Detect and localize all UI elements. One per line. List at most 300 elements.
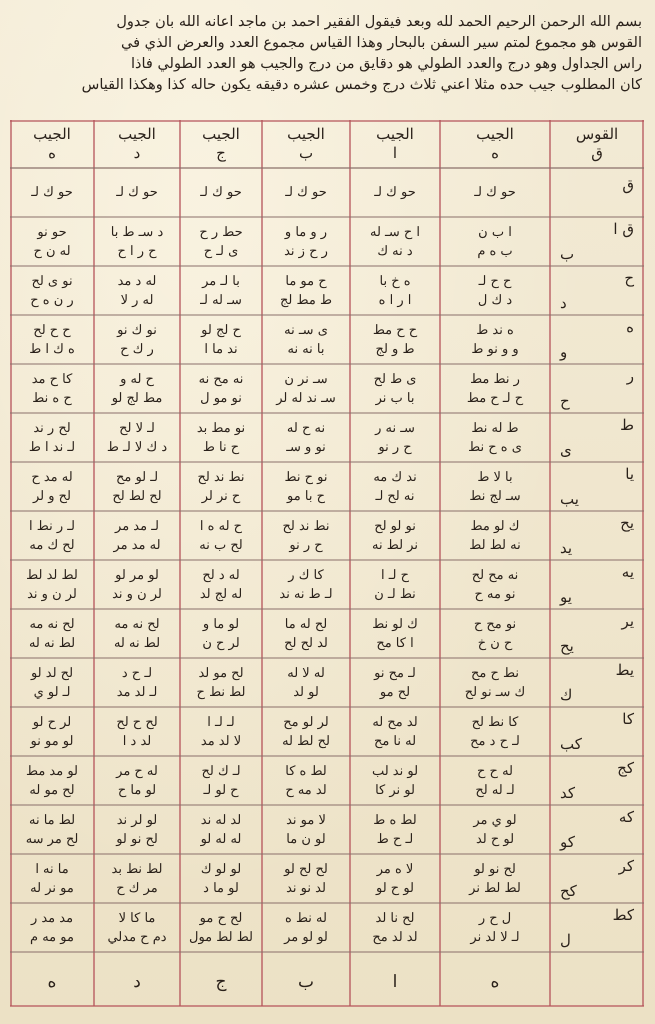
table-cell <box>350 756 440 805</box>
cell-value: ى لـ ح <box>203 243 239 259</box>
cell-value: ح با مو <box>287 488 325 504</box>
cell-value: ط له نط <box>471 420 519 436</box>
arc-value: كب <box>560 734 582 753</box>
cell-value: ر و ما و <box>284 224 328 240</box>
arc-value: كح <box>560 881 577 900</box>
cell-value: لـ مد مر <box>115 518 159 534</box>
cell-value: ا كا مح <box>376 635 414 651</box>
arc-value: كه <box>618 808 634 827</box>
arc-value: ير <box>621 612 634 631</box>
arc-cell <box>560 756 634 805</box>
table-cell <box>10 217 94 266</box>
table-cell <box>350 805 440 854</box>
cell-value: نو مه ح <box>474 586 516 602</box>
table-cell <box>94 609 180 658</box>
arc-value: يب <box>560 489 579 508</box>
arc-value: ى <box>560 440 572 459</box>
table-cell <box>262 266 350 315</box>
cell-value: لـ لد مد <box>116 684 158 700</box>
table-cell <box>94 511 180 560</box>
cell-value: نو ى لح <box>31 273 73 289</box>
cell-value: ك لو مط <box>470 518 520 534</box>
cell-value: ر ن ه ح <box>30 292 74 308</box>
table-cell <box>350 266 440 315</box>
cell-value: د نه ك <box>377 243 413 259</box>
cell-value: لح مو لد <box>198 665 244 681</box>
cell-value: لح لح لو <box>284 861 328 877</box>
cell-value: لو مر لو <box>115 567 159 583</box>
cell-value: ح لج لو <box>201 322 241 338</box>
arc-cell <box>560 364 634 413</box>
arc-cell <box>560 511 634 560</box>
arc-value: د <box>560 293 567 312</box>
cell-value: له نا مح <box>373 733 417 749</box>
table-cell <box>180 609 262 658</box>
arc-value: ق <box>622 175 634 194</box>
table-cell <box>262 413 350 462</box>
cell-value: حو ك لـ <box>285 185 327 200</box>
cell-value: لا مو ند <box>286 812 326 828</box>
cell-value: ط و لج <box>375 341 415 357</box>
cell-value: نط ح مح <box>471 665 519 681</box>
table-cell <box>440 756 550 805</box>
table-cell <box>440 315 550 364</box>
table-cell <box>180 903 262 952</box>
header-label: الجيب <box>287 125 325 143</box>
cell-value: ه ك ا ط <box>29 341 75 357</box>
cell-value: ى سـ نه <box>284 322 328 338</box>
sine-table <box>10 120 644 1010</box>
cell-value: لح ح لح <box>116 714 158 730</box>
table-cell <box>262 609 350 658</box>
cell-value: دم ح مدلي <box>107 929 167 945</box>
cell-value: نو و سـ <box>286 439 326 455</box>
cell-value: له د مد <box>117 273 157 289</box>
arc-value: كد <box>560 783 576 802</box>
table-cell <box>350 854 440 903</box>
table-cell <box>262 462 350 511</box>
cell-value: لـ لـ ا <box>207 714 235 730</box>
header-index: ه <box>48 144 56 162</box>
arc-cell <box>560 609 634 658</box>
cell-value: لح نه مه <box>114 616 160 632</box>
arc-cell <box>560 658 634 707</box>
header-index: ه <box>491 144 499 162</box>
footer-numeral: ه <box>490 972 500 992</box>
table-cell <box>440 805 550 854</box>
cell-value: ما نه ا <box>35 861 69 877</box>
arc-value: يط <box>615 661 634 680</box>
table-cell <box>440 364 550 413</box>
table-cell <box>440 854 550 903</box>
arc-value: ه <box>626 318 634 337</box>
cell-value: لو ند لب <box>371 763 419 779</box>
cell-value: لـ ر نط ا <box>29 518 76 534</box>
table-cell <box>440 266 550 315</box>
cell-value: لح لط له <box>282 733 330 749</box>
footer-numeral: ب <box>297 972 314 992</box>
arc-value: يا <box>625 465 634 484</box>
table-cell <box>180 854 262 903</box>
header-index: ب <box>298 144 314 162</box>
cell-value: نه مح نه <box>198 371 244 387</box>
table-cell <box>262 854 350 903</box>
cell-value: لـ لا لد نر <box>470 929 520 945</box>
cell-value: لو ي مر <box>473 812 517 828</box>
table-cell <box>94 266 180 315</box>
cell-value: حو نو <box>37 224 67 240</box>
cell-value: د ك لا لـ ط <box>106 439 168 455</box>
header-label: القوس <box>575 125 619 143</box>
arc-value: يو <box>560 587 572 606</box>
cell-value: ند ما ا <box>204 341 238 357</box>
table-cell <box>262 168 350 217</box>
table-cell <box>350 315 440 364</box>
cell-value: لح مو <box>379 684 411 700</box>
cell-value: سـ نه ر <box>375 420 415 436</box>
table-cell <box>350 658 440 707</box>
cell-value: له مد مر <box>113 537 161 553</box>
cell-value: ما كا لا <box>118 910 156 926</box>
table-cell <box>180 707 262 756</box>
cell-value: مد مد ر <box>30 910 74 926</box>
footer-numeral: ا <box>392 972 398 992</box>
table-cell <box>180 756 262 805</box>
intro-line: كان المطلوب جيب حده مثلا اعني ثلاث درج وخمس عشره دقيقه يكون حاله كذا وهكذا القياس <box>81 77 642 93</box>
cell-value: لـ ند ا ط <box>28 439 76 455</box>
table-cell <box>262 903 350 952</box>
cell-value: ط مط لج <box>280 292 332 308</box>
cell-value: حط ر ح <box>199 224 243 240</box>
cell-value: لط نط ح <box>196 684 246 700</box>
table-cell <box>440 903 550 952</box>
cell-value: ح لـ ا <box>380 567 410 583</box>
arc-cell <box>560 315 634 364</box>
table-cell <box>94 560 180 609</box>
cell-value: ح مو ما <box>285 273 327 289</box>
arc-value: ك <box>560 685 573 704</box>
cell-value: نو ح نط <box>284 469 328 485</box>
cell-value: له لج لد <box>199 586 243 602</box>
cell-value: ه ند ط <box>476 322 514 338</box>
cell-value: لو ما و <box>202 616 240 632</box>
cell-value: لـ لو ي <box>33 684 71 700</box>
table-cell <box>94 854 180 903</box>
cell-value: لو ن ما <box>286 831 326 847</box>
cell-value: له لا له <box>287 665 325 681</box>
cell-value: لر لو مح <box>283 714 329 730</box>
sine-column-header <box>262 120 350 168</box>
table-cell <box>440 168 550 217</box>
sine-column-header <box>440 120 550 168</box>
cell-value: لر ن و ند <box>27 586 77 602</box>
cell-value: ح ر ا ح <box>117 243 157 259</box>
cell-value: لد مه ح <box>285 782 327 798</box>
table-cell <box>262 756 350 805</box>
arc-value: كر <box>618 857 634 876</box>
header-index: ق <box>591 144 603 162</box>
table-cell <box>440 413 550 462</box>
cell-value: له د لح <box>202 567 240 583</box>
footer-numeral: ج <box>215 972 227 992</box>
cell-value: لح ب نه <box>199 537 243 553</box>
table-cell <box>180 168 262 217</box>
cell-value: له له لو <box>200 831 242 847</box>
cell-value: ح لـ ح مط <box>466 390 524 406</box>
cell-value: لد لد مح <box>372 929 418 945</box>
cell-value: ح له ه ا <box>199 518 243 534</box>
cell-value: سـ له لـ <box>200 292 242 308</box>
table-cell <box>350 903 440 952</box>
cell-value: لد د ا <box>122 733 152 749</box>
arc-cell <box>560 266 634 315</box>
header-label: الجيب <box>376 125 414 143</box>
arc-value: يه <box>621 563 634 582</box>
cell-value: د سـ ط با <box>110 224 164 240</box>
cell-value: نو مح ح <box>473 616 517 632</box>
cell-value: نو لو لح <box>374 518 416 534</box>
table-cell <box>94 462 180 511</box>
arc-cell <box>560 805 634 854</box>
cell-value: نو مو ل <box>200 390 242 406</box>
cell-value: ح نا ط <box>202 439 240 455</box>
table-cell <box>94 805 180 854</box>
table-cell <box>180 217 262 266</box>
cell-value: نه مح لح <box>471 567 519 583</box>
cell-value: لـ ح د مح <box>470 733 520 749</box>
cell-value: نط ند لح <box>282 518 330 534</box>
cell-value: لط لط مول <box>189 929 253 945</box>
cell-value: لـ ح ط <box>376 831 414 847</box>
cell-value: لح ر ند <box>33 420 71 436</box>
cell-value: له ن ح <box>33 243 71 259</box>
table-cell <box>350 609 440 658</box>
table-cell <box>10 364 94 413</box>
table-cell <box>262 707 350 756</box>
cell-value: حو ك لـ <box>31 185 73 200</box>
cell-value: ح ر نو <box>289 537 323 553</box>
cell-value: ح ح لـ <box>478 273 512 289</box>
table-cell <box>94 217 180 266</box>
cell-value: با لـ مر <box>202 273 240 289</box>
sine-column-header <box>180 120 262 168</box>
cell-value: با ب نر <box>375 390 415 406</box>
cell-value: لو ما د <box>203 880 239 896</box>
table-cell <box>180 511 262 560</box>
cell-value: ه خ با <box>379 273 411 289</box>
table-cell <box>180 413 262 462</box>
cell-value: حو ك لـ <box>200 185 242 200</box>
cell-value: لا ه مر <box>376 861 414 877</box>
table-cell <box>10 658 94 707</box>
cell-value: لـ لو مح <box>115 469 159 485</box>
table-cell <box>440 658 550 707</box>
table-cell <box>10 511 94 560</box>
arc-value: كو <box>560 832 575 851</box>
table-cell <box>440 609 550 658</box>
intro-line: القوس هو مجموع لمتم سير السفن بالبحار وهذا القياس مجموع العدد والعرض الذي في <box>121 35 642 51</box>
arc-value: كج <box>617 759 634 778</box>
cell-value: لح ح مو <box>199 910 243 926</box>
arc-cell <box>560 217 634 266</box>
table-cell <box>94 364 180 413</box>
cell-value: نه ح له <box>286 420 326 436</box>
cell-value: ح ح مط <box>372 322 418 338</box>
table-cell <box>10 266 94 315</box>
arc-value: ح <box>624 269 634 288</box>
arc-value: ق ا <box>613 220 634 239</box>
table-cell <box>262 364 350 413</box>
table-cell <box>440 560 550 609</box>
cell-value: ا ب ن <box>478 224 512 240</box>
table-cell <box>10 413 94 462</box>
table-cell <box>94 756 180 805</box>
header-label: الجيب <box>33 125 71 143</box>
cell-value: مو نر له <box>30 880 74 896</box>
cell-value: حو ك لـ <box>374 185 416 200</box>
sine-column-header <box>94 120 180 168</box>
table-cell <box>350 707 440 756</box>
cell-value: لد نو ند <box>286 880 326 896</box>
table-cell <box>10 707 94 756</box>
cell-value: سـ ند له لر <box>276 390 336 406</box>
arc-value: يح <box>560 636 574 655</box>
cell-value: لـ له لح <box>475 782 515 798</box>
cell-value: لط لد لط <box>26 567 78 583</box>
cell-value: لط ما نه <box>28 812 76 828</box>
table-cell <box>10 805 94 854</box>
cell-value: لـ مح نو <box>374 665 416 681</box>
header-label: الجيب <box>476 125 514 143</box>
table-cell <box>350 560 440 609</box>
cell-value: لـ ك لح <box>201 763 241 779</box>
cell-value: با نه نه <box>287 341 325 357</box>
arc-value: ب <box>560 244 575 263</box>
cell-value: لو لو ك <box>200 861 242 877</box>
table-cell <box>262 560 350 609</box>
cell-value: ر ك ح <box>120 341 154 357</box>
cell-value: لد له ند <box>200 812 242 828</box>
table-cell <box>94 903 180 952</box>
arc-value: ر <box>626 367 634 386</box>
cell-value: لـ ح د <box>121 665 153 681</box>
cell-value: له مد ح <box>31 469 73 485</box>
cell-value: نه لح لـ <box>375 488 415 504</box>
table-cell <box>262 805 350 854</box>
arc-value: كط <box>612 906 634 925</box>
cell-value: لط ه ط <box>373 812 417 828</box>
table-cell <box>180 658 262 707</box>
cell-value: له ح مر <box>116 763 158 779</box>
cell-value: نر لط نه <box>372 537 418 553</box>
cell-value: ر نط مط <box>470 371 520 387</box>
cell-value: لح نه مه <box>29 616 75 632</box>
sine-column-header <box>350 120 440 168</box>
cell-value: لر ن و ند <box>112 586 162 602</box>
table-cell <box>262 658 350 707</box>
arc-cell <box>560 707 634 756</box>
cell-value: لح نو لو <box>474 861 516 877</box>
cell-value: له نط ه <box>285 910 327 926</box>
cell-value: كا نط لح <box>471 714 519 730</box>
cell-value: لر ح ن <box>202 635 240 651</box>
arc-value: يد <box>560 538 573 557</box>
table-cell <box>350 511 440 560</box>
cell-value: ى ه ح نط <box>468 439 522 455</box>
cell-value: ح ن خ <box>477 635 513 651</box>
cell-value: ح نر لر <box>201 488 241 504</box>
cell-value: لو لو مر <box>284 929 328 945</box>
cell-value: لط نط بد <box>111 861 163 877</box>
cell-value: با لا ط <box>477 469 513 485</box>
arc-value: يح <box>620 514 634 533</box>
cell-value: مر ك ح <box>116 880 158 896</box>
table-cell <box>350 462 440 511</box>
cell-value: حو ك لـ <box>116 185 158 200</box>
header-index: د <box>133 144 141 162</box>
cell-value: نو ك نو <box>117 322 157 338</box>
header-index: ج <box>216 144 226 162</box>
cell-value: لح نو لو <box>116 831 158 847</box>
cell-value: لا لد مد <box>200 733 242 749</box>
cell-value: لط ه كا <box>285 763 327 779</box>
cell-value: لو ح لو <box>376 880 415 896</box>
cell-value: ك لو نط <box>372 616 418 632</box>
arc-cell <box>560 903 634 952</box>
intro-line: راس الجداول وهو درج والعدد الطولي هو دقايق من درج والجيب هو العدد الطولي فاذا <box>131 56 642 72</box>
cell-value: ك سـ نو لح <box>464 684 526 700</box>
cell-value: له ر لا <box>120 292 154 308</box>
table-cell <box>10 315 94 364</box>
cell-value: لح ك مه <box>29 537 75 553</box>
table-cell <box>180 315 262 364</box>
cell-value: لو نر كا <box>375 782 415 798</box>
header-label: الجيب <box>202 125 240 143</box>
cell-value: لح و لر <box>32 488 72 504</box>
cell-value: ا ح سـ له <box>369 224 421 240</box>
cell-value: لو ح لد <box>475 831 515 847</box>
cell-value: لط نه له <box>28 635 76 651</box>
arc-cell <box>560 168 634 217</box>
table-cell <box>10 168 94 217</box>
cell-value: لح نا لد <box>375 910 415 926</box>
cell-value: نط لـ ن <box>374 586 416 602</box>
table-cell <box>350 168 440 217</box>
arc-value: ط <box>620 416 634 435</box>
table-cell <box>350 364 440 413</box>
cell-value: له ح ح <box>477 763 513 779</box>
cell-value: لو لر ند <box>116 812 158 828</box>
cell-value: ى ط لح <box>373 371 417 387</box>
footer-numeral: ه <box>47 972 57 992</box>
cell-value: لط نه له <box>113 635 161 651</box>
arc-value: كا <box>622 710 634 729</box>
cell-value: لر ح لو <box>32 714 72 730</box>
cell-value: ا ر ا ه <box>378 292 412 308</box>
cell-value: سـ لج نط <box>469 488 521 504</box>
table-cell <box>94 707 180 756</box>
sine-column-header <box>10 120 94 168</box>
cell-value: كا ك ر <box>288 567 324 583</box>
cell-value: ب ه م <box>477 243 513 259</box>
table-cell <box>440 707 550 756</box>
arc-cell <box>560 854 634 903</box>
table-cell <box>180 266 262 315</box>
cell-value: ند ك مه <box>373 469 417 485</box>
cell-value: لو لد <box>293 684 319 700</box>
cell-value: نه لط لط <box>469 537 521 553</box>
cell-value: كا ح مد <box>31 371 73 387</box>
